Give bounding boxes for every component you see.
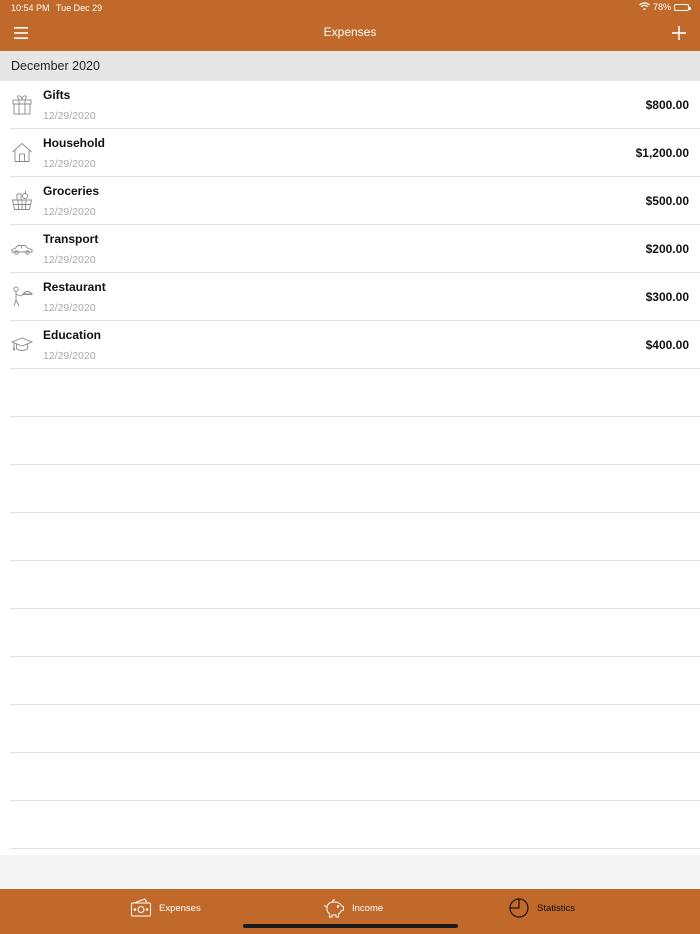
expense-amount: $500.00: [645, 194, 689, 208]
tab-bar: [0, 889, 700, 934]
empty-row: [10, 801, 700, 849]
expense-date: 12/29/2020: [43, 302, 96, 314]
expense-amount: $200.00: [645, 242, 689, 256]
house-icon: [11, 141, 33, 163]
month-section-header: December 2020: [0, 51, 700, 81]
expense-category: Household: [43, 136, 105, 150]
expense-date: 12/29/2020: [43, 206, 96, 218]
expense-date: 12/29/2020: [43, 110, 96, 122]
graduation-cap-icon: [11, 333, 33, 355]
expense-row[interactable]: [10, 321, 700, 369]
expense-category: Gifts: [43, 88, 71, 102]
plus-icon: [670, 24, 688, 42]
waiter-icon: [11, 285, 33, 307]
expense-category: Restaurant: [43, 280, 106, 294]
expense-date: 12/29/2020: [43, 158, 96, 170]
expense-category: Groceries: [43, 184, 100, 198]
empty-row: [10, 369, 700, 417]
empty-row: [10, 561, 700, 609]
tab-statistics-label: Statistics: [537, 902, 576, 914]
empty-row: [10, 753, 700, 801]
basket-icon: [11, 189, 33, 211]
expense-date: 12/29/2020: [43, 254, 96, 266]
tab-statistics[interactable]: [508, 897, 575, 919]
empty-row: [10, 417, 700, 465]
expense-list: [0, 81, 700, 849]
tab-income[interactable]: [323, 897, 383, 919]
status-date: Tue Dec 29: [56, 3, 103, 13]
add-expense-button[interactable]: [670, 24, 688, 42]
expense-amount: $800.00: [645, 98, 689, 112]
pie-chart-icon: [508, 897, 530, 919]
money-icon: [130, 897, 152, 919]
expense-row[interactable]: [10, 129, 700, 177]
car-icon: [11, 237, 33, 259]
empty-row: [10, 513, 700, 561]
gift-icon: [11, 93, 33, 115]
status-indicators: [639, 2, 689, 12]
empty-row: [10, 609, 700, 657]
battery-icon: [674, 4, 689, 11]
expense-amount: $1,200.00: [635, 146, 689, 160]
expense-category: Education: [43, 328, 102, 342]
battery-percent: 78%: [652, 2, 671, 12]
list-footer: [0, 855, 700, 889]
home-indicator: [243, 924, 458, 928]
tab-expenses[interactable]: [130, 897, 201, 919]
status-time: 10:54 PM: [11, 3, 50, 13]
expense-amount: $400.00: [645, 338, 689, 352]
wifi-icon: [639, 2, 650, 12]
expense-row[interactable]: [10, 177, 700, 225]
tab-income-label: Income: [352, 902, 384, 914]
empty-row: [10, 657, 700, 705]
expense-row[interactable]: [10, 225, 700, 273]
expense-row[interactable]: [10, 273, 700, 321]
empty-row: [10, 465, 700, 513]
empty-row: [10, 705, 700, 753]
expense-date: 12/29/2020: [43, 350, 96, 362]
expense-amount: $300.00: [645, 290, 689, 304]
tab-expenses-label: Expenses: [159, 902, 201, 914]
page-title: Expenses: [323, 25, 377, 39]
expense-category: Transport: [43, 232, 99, 246]
piggy-bank-icon: [323, 897, 345, 919]
navigation-bar: [0, 0, 700, 51]
expense-row[interactable]: [10, 81, 700, 129]
